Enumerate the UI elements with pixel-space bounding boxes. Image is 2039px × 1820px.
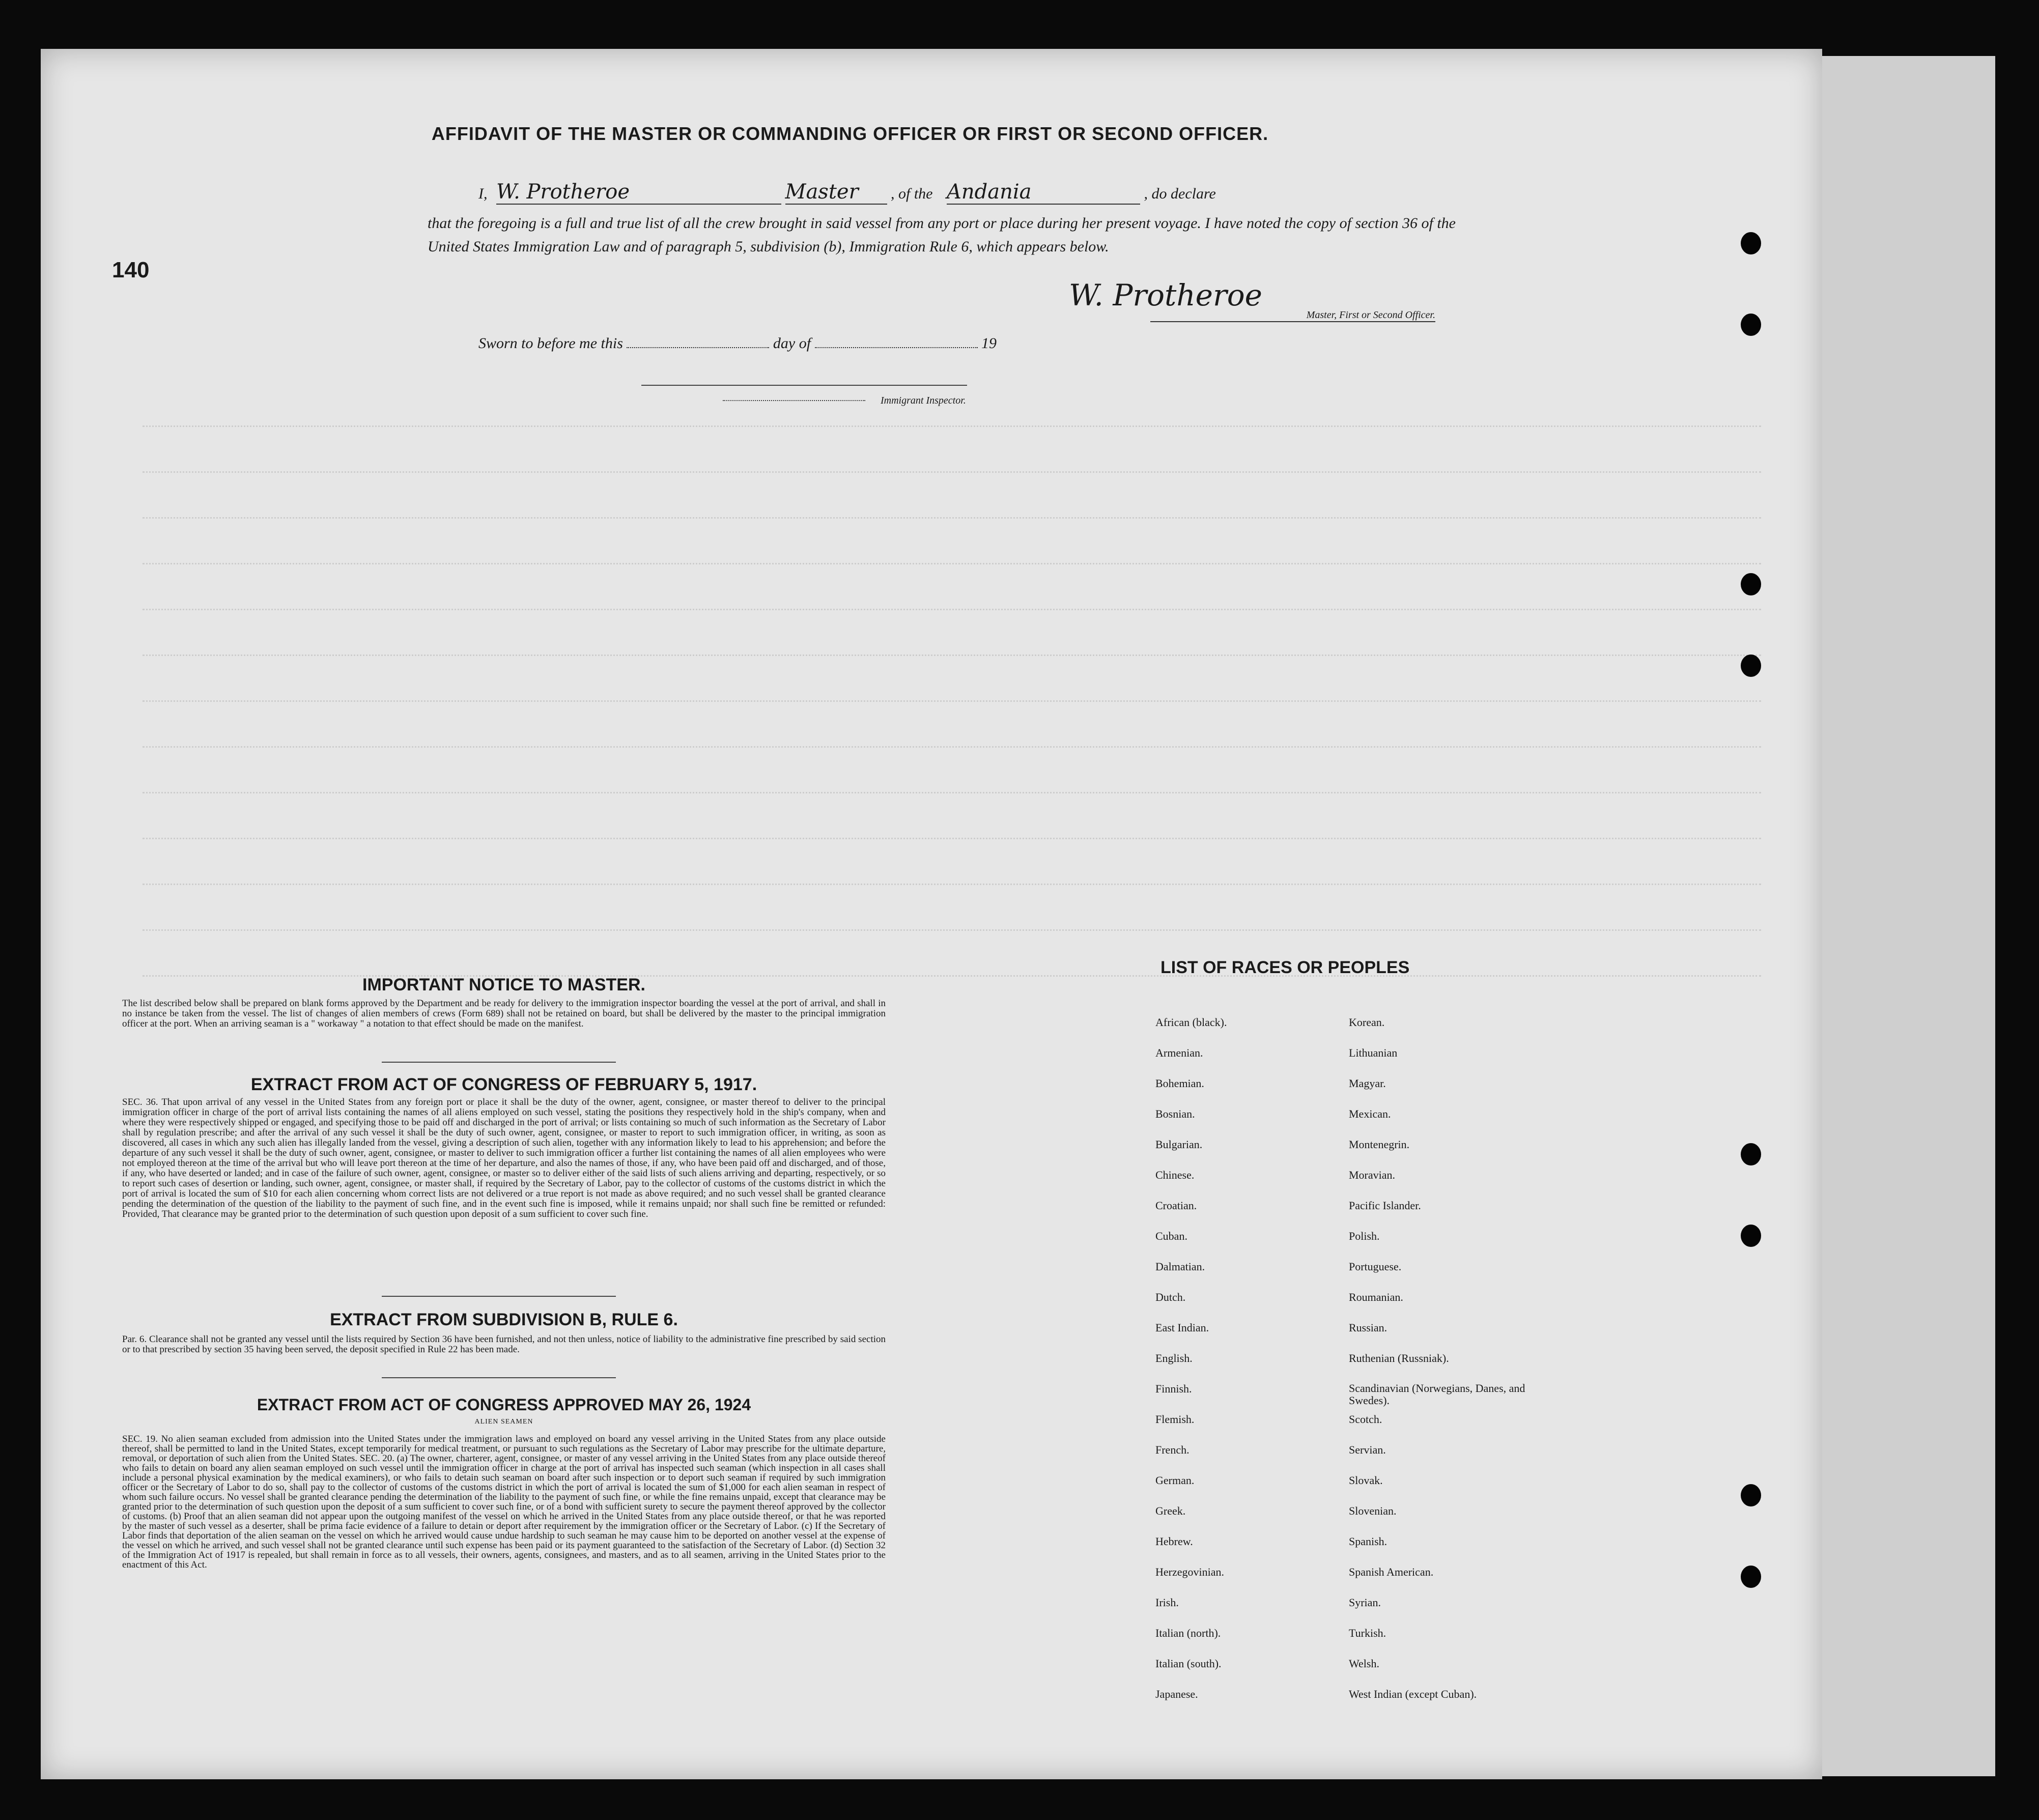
bleed-through-line <box>143 471 1761 480</box>
race-right-item: Magyar. <box>1349 1077 1386 1090</box>
year-prefix: 19 <box>981 335 997 352</box>
race-left-item: German. <box>1155 1474 1195 1487</box>
master-signature: W. Protheroe <box>1069 278 1262 312</box>
bleed-through-line <box>143 655 1761 663</box>
race-left-item: African (black). <box>1155 1016 1227 1029</box>
punch-hole <box>1741 573 1761 595</box>
race-right-item: Ruthenian (Russniak). <box>1349 1352 1449 1364</box>
race-left-item: Finnish. <box>1155 1382 1192 1395</box>
extract-1924-subtitle: ALIEN SEAMEN <box>474 1418 533 1426</box>
race-left-item: Flemish. <box>1155 1413 1195 1426</box>
race-left-item: East Indian. <box>1155 1321 1209 1334</box>
of-the-text: , of the <box>891 185 933 202</box>
punch-hole <box>1741 1566 1761 1588</box>
extract-rule6-title: EXTRACT FROM SUBDIVISION B, RULE 6. <box>330 1310 678 1329</box>
race-right-item: Slovak. <box>1349 1474 1383 1487</box>
declaration-text: that the foregoing is a full and true list of all the crew brought in said vessel from any port or place during her present voyage. I have noted the copy of section 36 of the United States Immigration Law and of paragraph 5, subdivision (b), Immigration Rule 6, which appears below. <box>428 215 1456 255</box>
bleed-through-line <box>143 517 1761 526</box>
races-right-column <box>1349 1016 1552 1718</box>
section-divider <box>382 1377 616 1378</box>
race-left-item: Herzegovinian. <box>1155 1566 1224 1578</box>
bleed-through-line <box>143 700 1761 709</box>
race-left-item: Italian (north). <box>1155 1627 1221 1639</box>
race-left-item: Greek. <box>1155 1504 1186 1517</box>
notice-text: The list described below shall be prepared on blank forms approved by the Department and be ready for delivery to the immigration inspector boarding the vessel at the port of arrival, and shall in no instance be taken from the vessel. The list of changes of alien members of crews (Form 689) shall not be retained on board, but shall be delivered by the master to the principal immigration officer at the port. When an arriving seaman is a " workaway " a notation to that effect should be made on the manifest. <box>122 998 886 1029</box>
notice-title: IMPORTANT NOTICE TO MASTER. <box>362 975 645 994</box>
race-right-item: Montenegrin. <box>1349 1138 1410 1151</box>
extract-1924-title: EXTRACT FROM ACT OF CONGRESS APPROVED MAY 26, 1924 <box>257 1396 751 1414</box>
race-right-item: Scandinavian (Norwegians, Danes, and Swedes). <box>1349 1382 1525 1407</box>
race-left-item: French. <box>1155 1443 1190 1456</box>
race-left-item: Chinese. <box>1155 1169 1195 1181</box>
race-left-item: Dalmatian. <box>1155 1260 1205 1273</box>
margin-number: 140 <box>112 258 150 282</box>
bleed-through-line <box>143 425 1761 434</box>
race-right-item: Korean. <box>1349 1016 1385 1029</box>
declaration-i: I, <box>478 185 488 202</box>
bleed-through-line <box>143 792 1761 801</box>
vessel-name: Andania <box>947 180 1140 205</box>
race-right-item: Lithuanian <box>1349 1046 1398 1059</box>
race-right-item: Moravian. <box>1349 1169 1396 1181</box>
do-declare-text: , do declare <box>1144 185 1216 202</box>
inspector-dotted-line <box>723 400 865 401</box>
race-left-item: Dutch. <box>1155 1291 1186 1303</box>
race-left-item: Bosnian. <box>1155 1107 1195 1120</box>
race-right-item: Slovenian. <box>1349 1504 1397 1517</box>
bleed-through-line <box>143 884 1761 892</box>
races-left-column <box>1155 1016 1227 1718</box>
race-left-item: Hebrew. <box>1155 1535 1193 1548</box>
race-left-item: Cuban. <box>1155 1230 1187 1242</box>
race-right-item: Pacific Islander. <box>1349 1199 1421 1212</box>
extract-1917-title: EXTRACT FROM ACT OF CONGRESS OF FEBRUARY 5, 1917. <box>250 1075 757 1094</box>
race-left-item: English. <box>1155 1352 1193 1364</box>
affidavit-page <box>41 49 1822 1779</box>
bleed-through-line <box>143 563 1761 572</box>
bleed-through-line <box>143 838 1761 846</box>
day-of-text: day of <box>773 335 811 352</box>
master-name: W. Protheroe <box>496 180 781 205</box>
bleed-through-line <box>143 609 1761 617</box>
races-title: LIST OF RACES OR PEOPLES <box>1160 958 1410 977</box>
inspector-caption: Immigrant Inspector. <box>881 395 966 406</box>
bleed-through-line <box>143 746 1761 755</box>
race-left-item: Croatian. <box>1155 1199 1197 1212</box>
race-right-item: Turkish. <box>1349 1627 1386 1639</box>
extract-1917-text: SEC. 36. That upon arrival of any vessel in the United States from any foreign port or place it shall be the duty of the owner, agent, consignee, or master thereof to deliver to the principal immigration officer in charge of the port of arrival lists containing the names of all aliens employed on such vessel, stating the positions they respectively hold in the ship's company, when and where they were respectively shipped or engaged, and specifying those to be paid off and discharged in the port of arrival; or lists containing so much of such information as the Secretary of Labor shall by regulation prescribe; and after the arrival of any such vessel it shall be the duty of such owner, agent, consignee, or master to report to such immigration officer, in writing, as soon as discovered, all cases in which any such alien has illegally landed from the vessel, giving a description of such alien, together with any information likely to lead to his apprehension; and before the departure of any such vessel it shall be the duty of such owner, agent, consignee, or master to deliver to such immigration officer a further list containing the names of all alien employees who were not employed thereon at the time of the arrival but who will leave port thereon at the time of her departure, and also the names of those, if any, who have been paid off and discharged, and of those, if any, who have deserted or landed; and in case of the failure of such owner, agent, consignee, or master so to deliver either of the said lists of such aliens arriving and departing, respectively, or so to report such cases of desertion or landing, such owner, agent, consignee, or master shall, if required by the Secretary of Labor, pay to the collector of customs of the customs district in which the port of arrival is located the sum of $10 for each alien concerning whom correct lists are not delivered or a true report is not made as above required; and no such vessel shall be granted clearance pending the determination of the question of the liability to the payment of such fine, and in the event such fine is imposed, while it remains unpaid; nor shall such fine be remitted or refunded: Provided, That clearance may be granted prior to the determination of such question upon deposit of a sum sufficient to cover such fine. <box>122 1097 886 1219</box>
punch-hole <box>1741 1143 1761 1165</box>
punch-hole <box>1741 655 1761 677</box>
sworn-month-field <box>815 334 978 348</box>
race-left-item: Armenian. <box>1155 1046 1203 1059</box>
extract-rule6-text: Par. 6. Clearance shall not be granted any vessel until the lists required by Section 36 have been furnished, and not then unless, notice of liability to the administrative fine prescribed by said section or to that prescribed by section 35 having been served, the deposit specified in Rule 22 has been made. <box>122 1334 886 1355</box>
race-right-item: Welsh. <box>1349 1657 1379 1670</box>
race-right-item: Roumanian. <box>1349 1291 1403 1303</box>
sworn-day-field <box>627 334 769 348</box>
rank: Master <box>785 180 887 205</box>
race-right-item: Russian. <box>1349 1321 1387 1334</box>
punch-hole <box>1741 1225 1761 1247</box>
signature-caption: Master, First or Second Officer. <box>1150 309 1435 322</box>
sworn-text: Sworn to before me this <box>478 335 623 352</box>
punch-hole <box>1741 1484 1761 1506</box>
bleed-through-line <box>143 929 1761 938</box>
inspector-signature-line <box>641 385 967 386</box>
section-divider <box>382 1062 616 1063</box>
race-right-item: Servian. <box>1349 1443 1386 1456</box>
race-right-item: Spanish American. <box>1349 1566 1434 1578</box>
race-right-item: Polish. <box>1349 1230 1380 1242</box>
race-left-item: Japanese. <box>1155 1688 1198 1700</box>
race-left-item: Bohemian. <box>1155 1077 1204 1090</box>
punch-hole <box>1741 314 1761 336</box>
race-right-item: Portuguese. <box>1349 1260 1402 1273</box>
affidavit-title: AFFIDAVIT OF THE MASTER OR COMMANDING OFFICER OR FIRST OR SECOND OFFICER. <box>431 123 1269 144</box>
sworn-line <box>478 334 997 352</box>
race-right-item: Spanish. <box>1349 1535 1387 1548</box>
punch-hole <box>1741 232 1761 254</box>
race-left-item: Bulgarian. <box>1155 1138 1203 1151</box>
race-left-item: Italian (south). <box>1155 1657 1222 1670</box>
section-divider <box>382 1296 616 1297</box>
race-right-item: Scotch. <box>1349 1413 1382 1426</box>
declaration-line <box>478 180 1496 211</box>
race-right-item: Mexican. <box>1349 1107 1391 1120</box>
extract-1924-text: SEC. 19. No alien seaman excluded from admission into the United States under the immigration laws and employed on board any vessel arriving in the United States from any place outside thereof, shall be permitted to land in the United States, except temporarily for medical treatment, or pursuant to such regulations as the Secretary of Labor may prescribe for the ultimate departure, removal, or deportation of such alien from the United States. SEC. 20. (a) The owner, charterer, agent, consignee, or master of any vessel arriving in the United States from any place outside thereof who fails to detain on board any alien seaman employed on such vessel until the immigration officer in charge at the port of arrival has inspected such seaman (which inspection in all cases shall include a personal physical examination by the medical examiners), or who fails to detain such seaman on board after such inspection or to deport such seaman if required by such immigration officer or the Secretary of Labor to do so, shall pay to the collector of customs of the customs district in which the port of arrival is located the sum of $1,000 for each alien seaman in respect of whom such failure occurs. No vessel shall be granted clearance pending the determination of the liability to the payment of such fine, or while the fine remains unpaid, except that clearance may be granted prior to the determination of such question upon the deposit of a sum sufficient to cover such fine, or of a bond with sufficient surety to secure the payment thereof approved by the collector of customs. (b) Proof that an alien seaman did not appear upon the outgoing manifest of the vessel on which he arrived in the United States from any place outside thereof, or that he was reported by the master of such vessel as a deserter, shall be prima facie evidence of a failure to detain or deport after requirement by the immigration officer or the Secretary of Labor. (c) If the Secretary of Labor finds that deportation of the alien seaman on the vessel on which he arrived would cause undue hardship to such seaman he may cause him to be deported on another vessel at the expense of the vessel on which he arrived, and such vessel shall not be granted clearance until such expense has been paid or its payment guaranteed to the satisfaction of the Secretary of Labor. (d) Section 32 of the Immigration Act of 1917 is repealed, but shall remain in force as to all vessels, their owners, agents, consignees, and masters, and as to all seamen, arriving in the United States prior to the enactment of this Act. <box>122 1434 886 1570</box>
race-right-item: West Indian (except Cuban). <box>1349 1688 1477 1700</box>
race-right-item: Syrian. <box>1349 1596 1381 1609</box>
race-left-item: Irish. <box>1155 1596 1179 1609</box>
